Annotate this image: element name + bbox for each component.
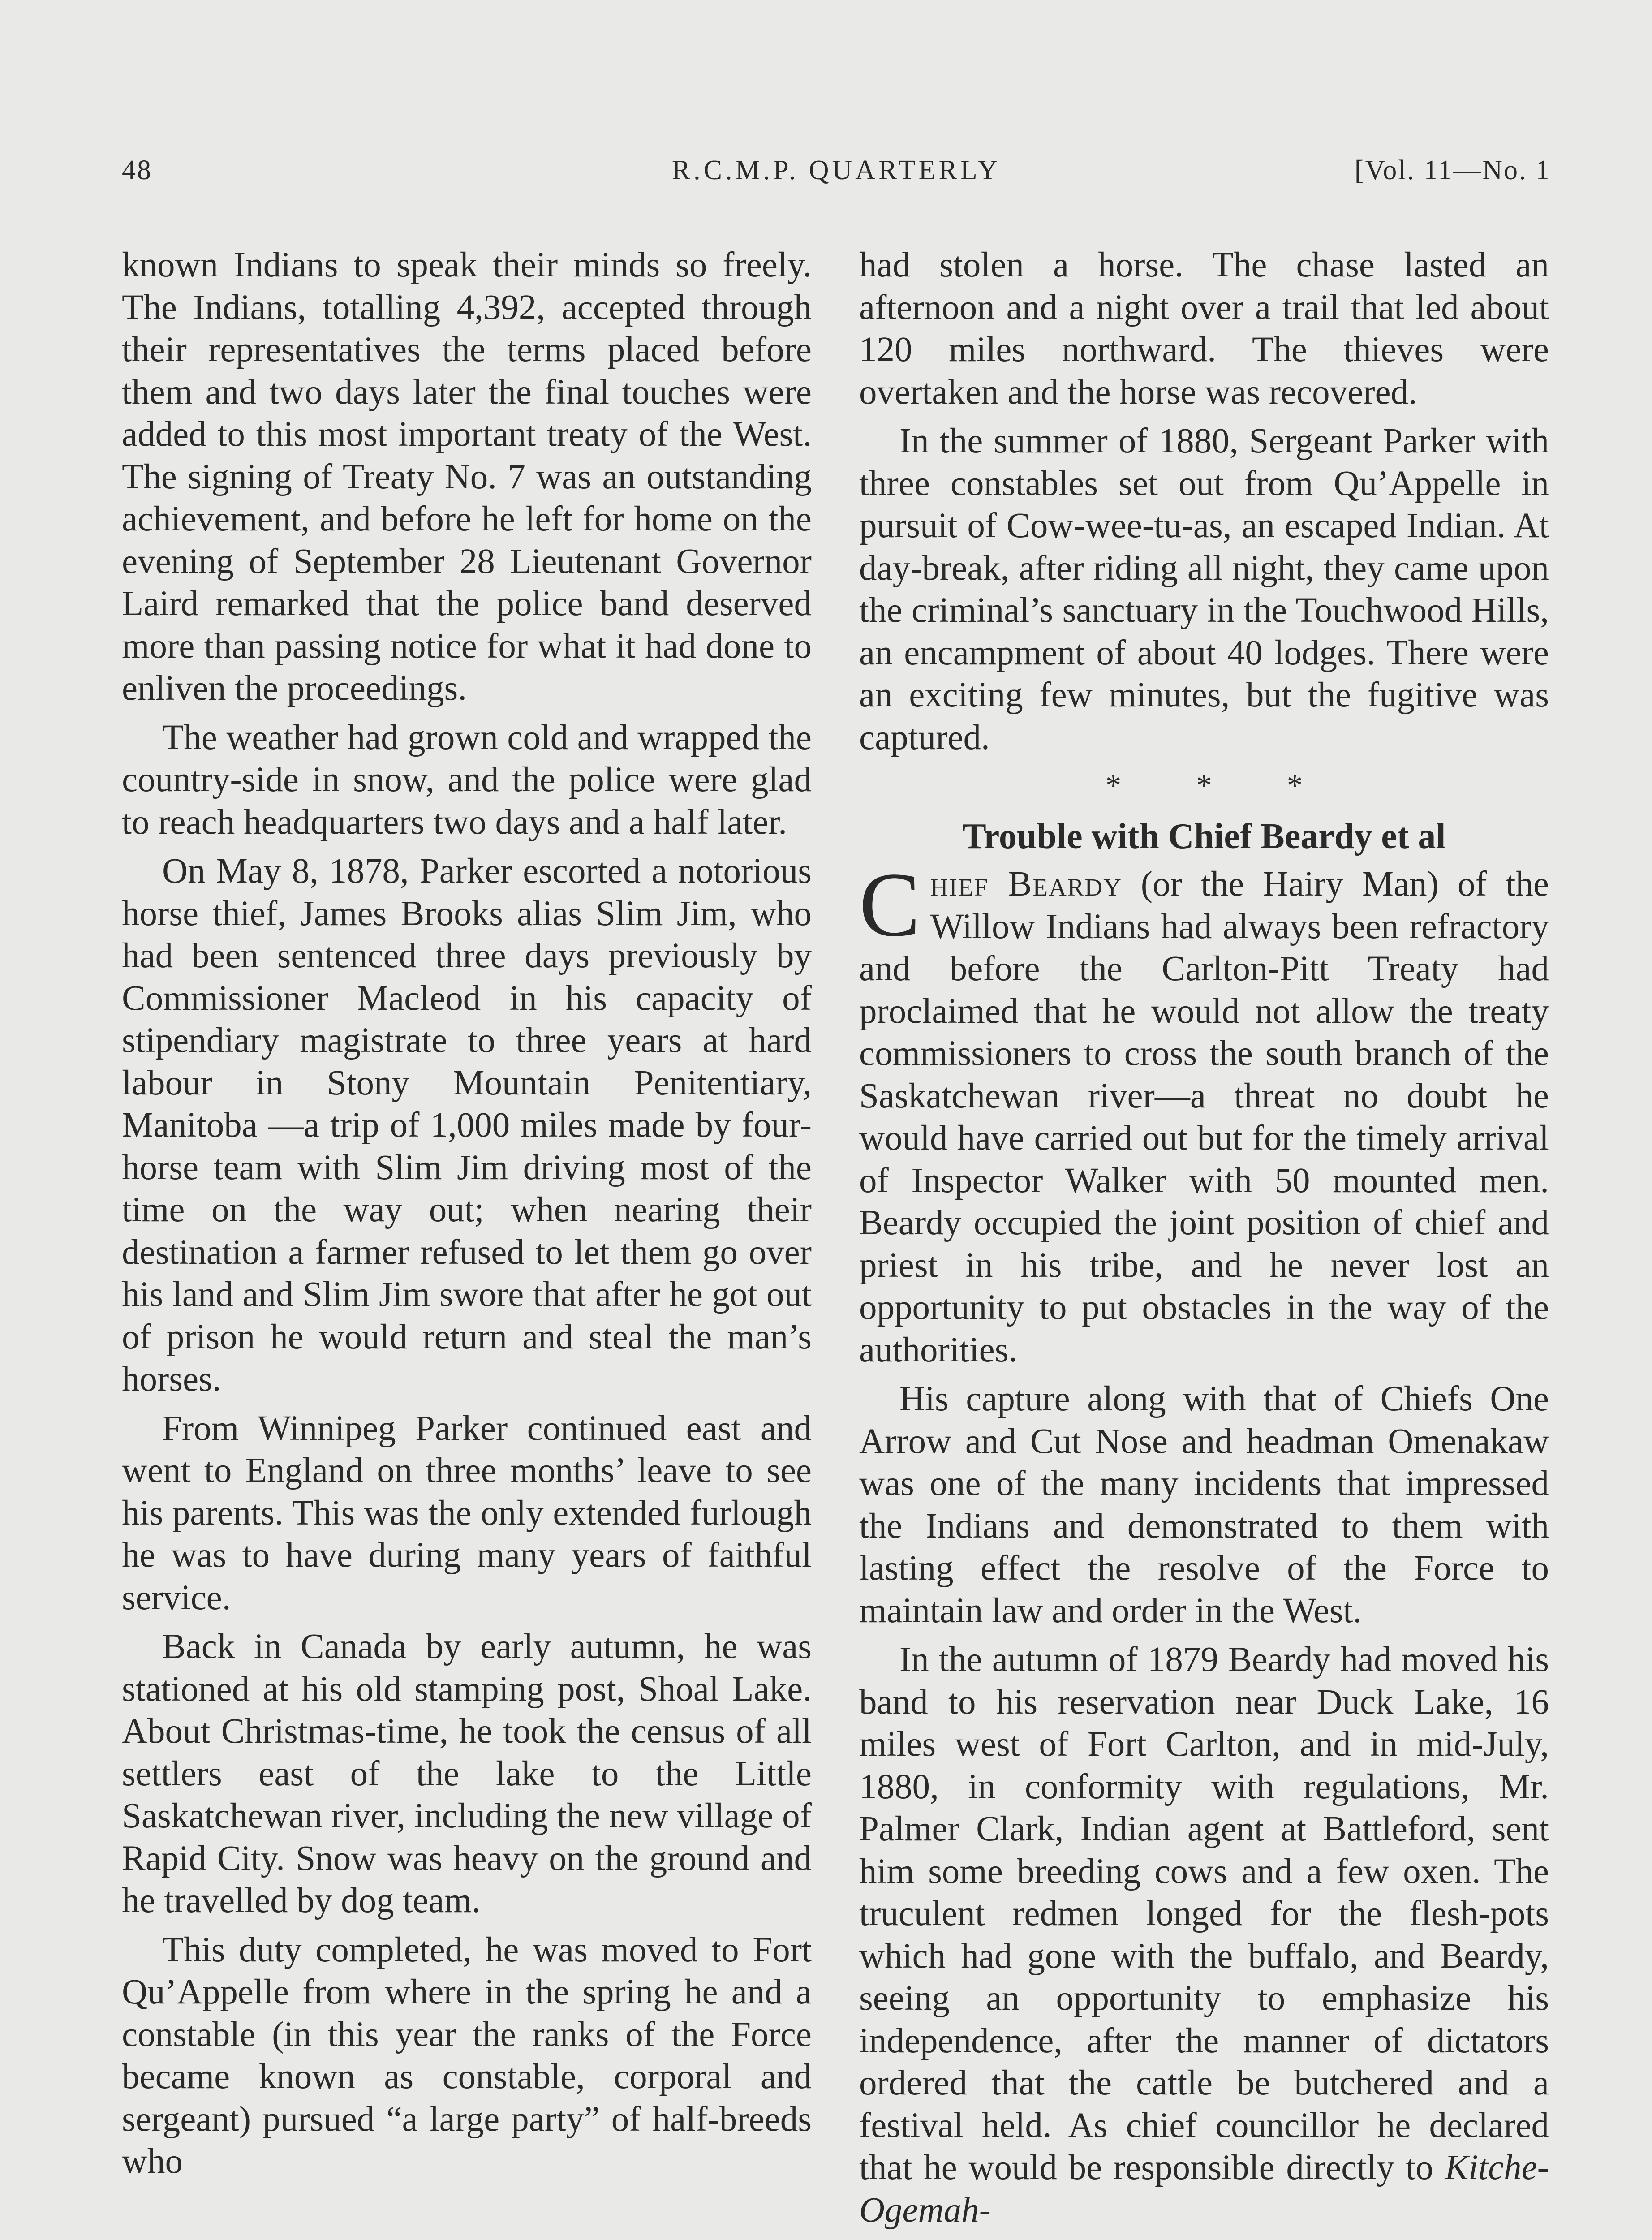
running-header (122, 155, 1551, 199)
paragraph: This duty completed, he was moved to Fort Qu’Appelle from where in the spring he and a constable (in this year the ranks of the Force became known as constable, corporal and sergeant) pursued “a large party” of half-breeds who (122, 1930, 812, 2181)
paragraph (859, 1639, 1549, 2231)
page-number: 48 (122, 155, 152, 185)
left-column (122, 244, 812, 2190)
paragraph-text: (or the Hairy Man) of the Willow Indians had always been refractory and before the Carlton-Pitt Treaty had proclaimed that he would not allow the treaty commissioners to cross the south branch of the Saskatchewan river—a threat no doubt he would have carried out but for the timely arrival of Inspector Walker with 50 mounted men. Beardy occupied the joint position of chief and priest in his tribe, and he never lost an opportunity to put obstacles in the way of the authorities. (859, 865, 1549, 1370)
paragraph: known Indians to speak their minds so freely. The Indians, totalling 4,392, accepted through their representatives the terms placed before them and two days later the final touches were added to this most important treaty of the West. The signing of Treaty No. 7 was an outstanding achievement, and before he left for home on the evening of September 28 Lieutenant Governor Laird remarked that the police band deserved more than passing notice for what it had done to enliven the proceedings. (122, 246, 812, 708)
drop-cap: C (859, 854, 921, 956)
italic-term: Kitche-Ogemah- (859, 2148, 1549, 2230)
section-separator: * * * (1106, 768, 1303, 803)
paragraph: On May 8, 1878, Parker escorted a notorious horse thief, James Brooks alias Slim Jim, who had been sentenced three days previously by Commissioner Macleod in his capacity of stipendiary magistrate to three years at hard labour in Stony Mountain Penitentiary, Manitoba —a trip of 1,000 miles made by four-horse team with Slim Jim driving most of the time on the way out; when nearing their destination a farmer refused to let them go over his land and Slim Jim swore that after he got out of prison he would return and steal the man’s horses. (122, 852, 812, 1399)
smallcaps-lead: hief Beardy (930, 865, 1122, 904)
paragraph: In the summer of 1880, Sergeant Parker with three constables set out from Qu’Appelle in pursuit of Cow-wee-tu-as, an escaped Indian. At day-break, after riding all night, they came upon the criminal’s sanctuary in the Touchwood Hills, an encampment of about 40 lodges. There were an exciting few minutes, but the fugitive was captured. (859, 422, 1549, 757)
paragraph: Back in Canada by early autumn, he was stationed at his old stamping post, Shoal Lake. About Christmas-time, he took the census of all settlers east of the lake to the Little Saskatchewan river, including the new village of Rapid City. Snow was heavy on the ground and he travelled by dog team. (122, 1627, 812, 1920)
paragraph-text: In the autumn of 1879 Beardy had moved his band to his reservation near Duck Lake, 16 miles west of Fort Carlton, and in mid-July, 1880, in conformity with regulations, Mr. Palmer Clark, Indian agent at Battleford, sent him some breeding cows and a few oxen. The truculent redmen longed for the flesh-pots which had gone with the buffalo, and Beardy, seeing an opportunity to emphasize his independence, after the manner of dictators ordered that the cattle be butchered and a festival held. As chief councillor he declared that he would be responsible directly to (859, 1640, 1549, 2187)
paragraph: had stolen a horse. The chase lasted an afternoon and a night over a trail that led about 120 miles northward. The thieves were overtaken and the horse was recovered. (859, 246, 1549, 412)
paragraph: From Winnipeg Parker continued east and went to England on three months’ leave to see his parents. This was the only extended furlough he was to have during many years of faithful service. (122, 1409, 812, 1617)
paragraph-with-dropcap (859, 854, 1549, 1371)
paragraph: His capture along with that of Chiefs One Arrow and Cut Nose and headman Omenakaw was one of the many incidents that impressed the Indians and demonstrated to them with lasting effect the resolve of the Force to maintain law and order in the West. (859, 1379, 1549, 1630)
volume-issue: [Vol. 11—No. 1 (1354, 155, 1551, 185)
paragraph: The weather had grown cold and wrapped the country-side in snow, and the police were glad to reach headquarters two days and a half later. (122, 718, 812, 842)
section-heading: Trouble with Chief Beardy et al (962, 817, 1446, 856)
journal-title: R.C.M.P. QUARTERLY (671, 155, 1001, 185)
right-column (859, 244, 1549, 2238)
